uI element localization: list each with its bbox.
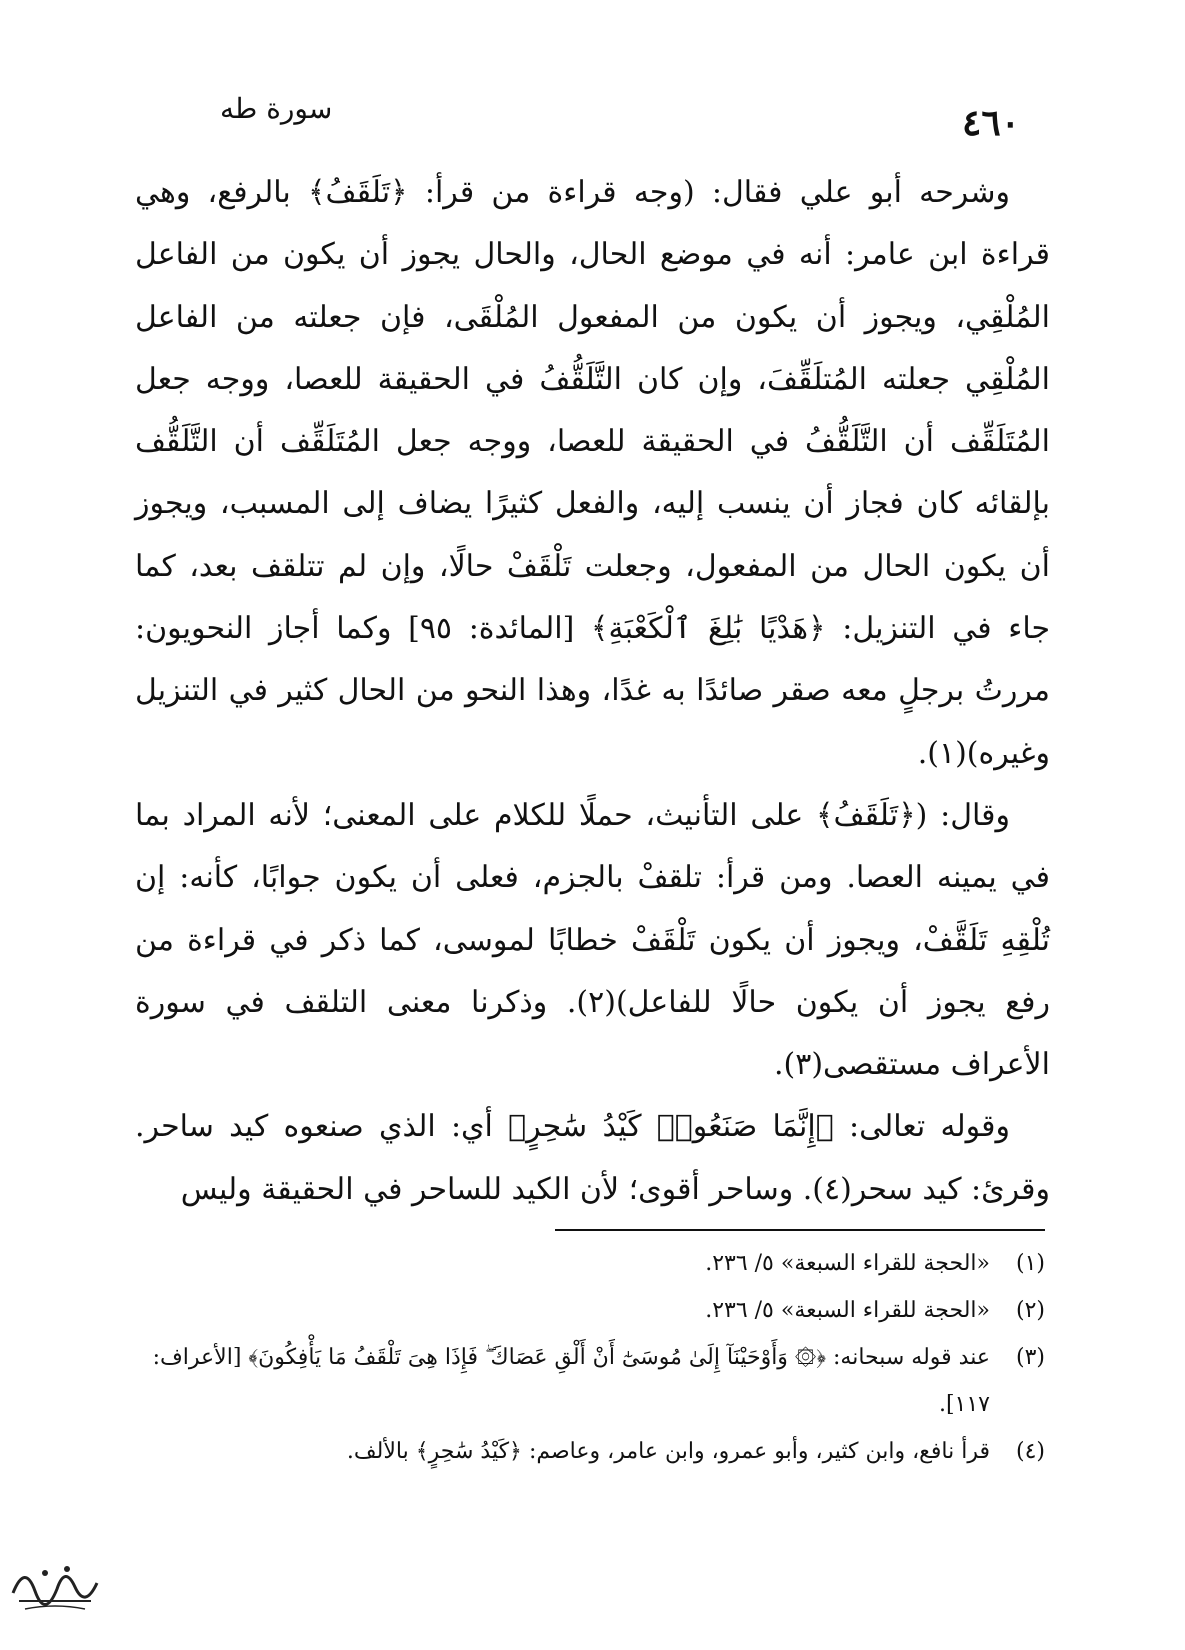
footnote-text: قرأ نافع، وابن كثير، وأبو عمرو، وابن عامر، وعاصم: ﴿كَيْدُ سَٰحِرٍ﴾ بالألف. [346,1439,990,1464]
footnote-number: (١) [1015,1251,1045,1276]
footnote-number: (٢) [1015,1298,1045,1323]
page-number: ٤٦٠ [961,102,1020,144]
footnote-number: (٤) [1015,1439,1045,1464]
footnote-text: «الحجة للقراء السبعة» ٥/ ٢٣٦. [705,1298,990,1323]
paragraph-1: وشرحه أبو علي فقال: (وجه قراءة من قرأ: ﴿تَلَقَفُ﴾ بالرفع، وهي قراءة ابن عامر: أنه في موضع الحال، والحال يجوز أن يكون من الفاعل المُلْقِي، ويجوز أن يكون من المفعول المُلْقَى، فإن جعلته من الفاعل المُلْقِي جعلته المُتلَقِّفَ، وإن كان التَّلَقُّفُ في الحقيقة للعصا، ووجه جعل المُتَلَقِّف أن التَّلَقُّفُ في الحقيقة للعصا، ووجه جعل المُتَلَقِّف أن التَّلَقُّف بإلقائه كان فجاز أن ينسب إليه، والفعل كثيرًا يضاف إلى المسبب، ويجوز أن يكون الحال من المفعول، وجعلت تَلْقَفْ حالًا، وإن لم تتلقف بعد، كما جاء في التنزيل: ﴿هَدْيًا بَٰلِغَ ٱلْكَعْبَةِ﴾ [المائدة: ٩٥] وكما أجاز النحويون: مررتُ برجلٍ معه صقر صائدًا به غدًا، وهذا النحو من الحال كثير في التنزيل وغيره)(١). [135,175,1051,771]
footnote-text: عند قوله سبحانه: ﴿۞ وَأَوْحَيْنَآ إِلَىٰ مُوسَىٰٓ أَنْ أَلْقِ عَصَاكَ ۖ فَإِذَا هِىَ تَلْقَفُ مَا يَأْفِكُونَ﴾ [الأعراف: ١١٧]. [152,1345,990,1417]
footnote-3 [130,1334,1045,1428]
footnote-text: «الحجة للقراء السبعة» ٥/ ٢٣٦. [705,1251,990,1276]
main-text [135,162,1050,1221]
surah-title: سورة طه [220,92,333,125]
footnote-divider [555,1229,1045,1231]
seal-graphic [5,1553,105,1615]
footnotes [130,1240,1045,1475]
footnote-1 [130,1240,1045,1287]
footnote-2 [130,1287,1045,1334]
footnote-4 [130,1428,1045,1475]
page-header [190,92,1020,152]
paragraph-2: وقال: (﴿تَلَقَفُ﴾ على التأنيث، حملًا للكلام على المعنى؛ لأنه المراد بما في يمينه العصا. ومن قرأ: تلقفْ بالجزم، فعلى أن يكون جوابًا، كأنه: إن تُلْقِهِ تَلَقَّفْ، ويجوز أن يكون تَلْقَفْ خطابًا لموسى، كما ذكر في قراءة من رفع يجوز أن يكون حالًا للفاعل)(٢). وذكرنا معنى التلقف في سورة الأعراف مستقصى(٣). [135,797,1050,1083]
paragraph-3: وقوله تعالى: ﴿إِنَّمَا صَنَعُوا۟ كَيْدُ سَٰحِرٍ﴾ أي: الذي صنعوه كيد ساحر. وقرئ: كيد سحر(٤). وساحر أقوى؛ لأن الكيد للساحر في الحقيقة وليس [135,1109,1050,1207]
calligraphy-seal-icon [5,1553,105,1615]
footnote-number: (٣) [1015,1345,1045,1370]
